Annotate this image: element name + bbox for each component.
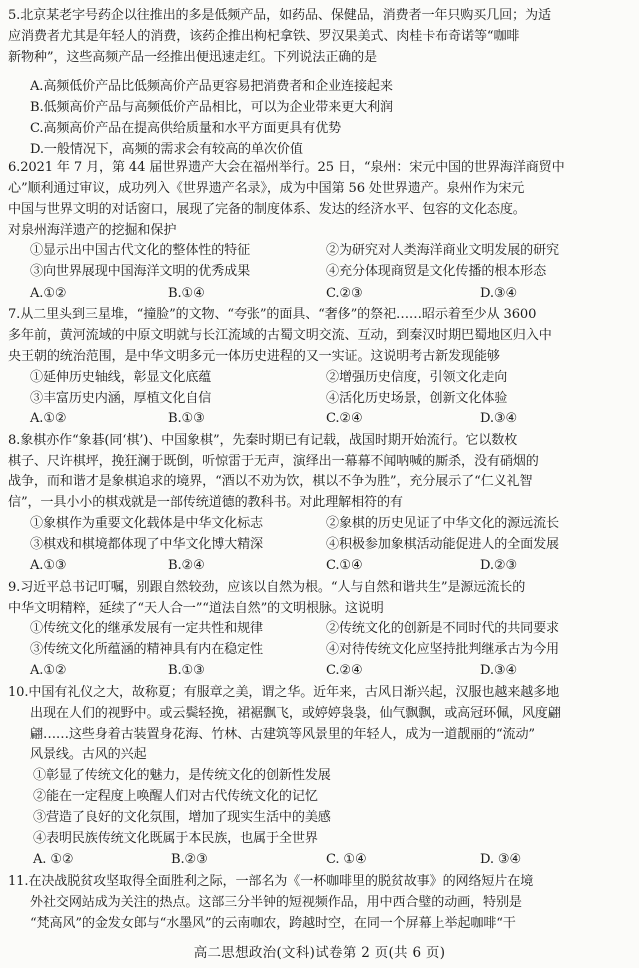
q5-option-c: C.高频高价产品在提高供给质量和水平方面更具有优势: [30, 121, 342, 136]
q6-stem-line-2: 心”顺利通过审议，成功列入《世界遗产名录》，成为中国第 56 处世界遗产。泉州作为宋元: [8, 181, 525, 196]
q10-stem-line-1: 10.中国有礼仪之大，故称夏；有服章之美，谓之华。近年来，古风日渐兴起，汉服也越来越多地: [8, 685, 560, 700]
q9-stem-line-2: 中华文明精粹，延续了“天人合一”“道法自然”的文明根脉。这说明: [8, 601, 384, 616]
q9-choice-d: D.③④: [480, 663, 518, 678]
q8-choices: [30, 556, 630, 575]
q9-item-4: ④对待传统文化应坚持批判继承古为今用: [326, 642, 559, 657]
q6-choice-b: B.①④: [168, 286, 205, 301]
q8-item-4: ④积极参加象棋活动能促进人的全面发展: [326, 537, 559, 552]
q7-stem-line-2: 多年前，黄河流域的中原文明就与长江流域的古蜀文明交流、互动，到秦汉时期巴蜀地区归入中: [8, 328, 552, 343]
q10-choices: [33, 850, 633, 869]
q7-stem-line-1: 7.从二里头到三星堆，“撞脸”的文物、“夸张”的面具、“奢侈”的祭祀……昭示着至少从 3600: [8, 307, 537, 322]
q6-choices: [30, 284, 630, 303]
q7-items-row-1: [30, 368, 630, 387]
q8-choice-d: D.②③: [480, 558, 518, 573]
q10-stem-line-2: 出现在人们的视野中。或云鬓轻挽，裙裾飘飞，或婷婷袅袅，仙气飘飘，或高冠环佩，风度翩: [30, 706, 561, 721]
q6-items-row-2: [30, 262, 630, 281]
q7-item-4: ④活化历史场景，创新文化体验: [326, 391, 508, 406]
q6-item-1: ①显示出中国古代文化的整体性的特征: [30, 243, 251, 258]
q10-item-4: ④表明民族传统文化既属于本民族，也属于全世界: [33, 831, 318, 846]
q6-choice-c: C.②③: [326, 286, 363, 301]
q7-choice-b: B.①③: [168, 411, 205, 426]
q8-stem-line-2: 棋子、尺许棋坪，挽狂澜于既倒，听惊雷于无声，演绎出一幕幕不闻呐喊的厮杀，没有硝烟的: [8, 454, 539, 469]
q11-stem-line-2: 外社交网站成为关注的热点。这部三分半钟的短视频作品，用中西合璧的动画，特别是: [30, 895, 522, 910]
page-footer: 高二思想政治(文科)试卷第 2 页(共 6 页): [193, 945, 446, 961]
q9-choice-a: A.①②: [30, 663, 67, 678]
q10-stem-line-3: 翩……这些身着古装置身花海、竹林、古建筑等风景里的年轻人，成为一道靓丽的“流动”: [30, 727, 535, 742]
q10-choice-d: D. ③④: [480, 852, 522, 867]
q9-choice-b: B.①③: [168, 663, 205, 678]
q7-items-row-2: [30, 389, 630, 408]
q10-choice-c: C. ①④: [326, 852, 367, 867]
q6-item-2: ②为研究对人类海洋商业文明发展的研究: [326, 243, 559, 258]
q10-item-3: ③营造了良好的文化氛围，增加了现实生活中的美感: [33, 810, 331, 825]
q5-option-a: A.高频低价产品比低频高价产品更容易把消费者和企业连接起来: [30, 79, 393, 94]
q8-item-1: ①象棋作为重要文化载体是中华文化标志: [30, 516, 263, 531]
q9-choices: [30, 661, 630, 680]
q10-choice-b: B.②③: [171, 852, 208, 867]
q9-items-row-1: [30, 619, 630, 638]
q11-stem-line-3: “梵高风”的金发女郎与“水墨风”的云南咖农，跨越时空，在同一个屏幕上举起咖啡“干: [30, 916, 516, 931]
q6-stem-line-3: 中国与世界文明的对话窗口，展现了完备的制度体系、发达的经济水平、包容的文化态度。: [8, 202, 526, 217]
q9-items-row-2: [30, 640, 630, 659]
q5-stem-line-3: 新物种”，这些高频产品一经推出便迅速走红。下列说法正确的是: [8, 50, 377, 65]
q7-choices: [30, 409, 630, 428]
q7-item-1: ①延伸历史轴线，彰显文化底蕴: [30, 370, 212, 385]
q8-stem-line-3: 战争，而和谐才是象棋追求的境界，“酒以不劝为饮，棋以不争为胜”，充分展示了“仁义礼智: [8, 474, 533, 489]
q10-choice-a: A. ①②: [33, 852, 74, 867]
q6-stem-line-1: 6.2021 年 7 月，第 44 届世界遗产大会在福州举行。25 日，“泉州：宋元中国的世界海洋商贸中: [8, 160, 565, 175]
q9-stem-line-1: 9.习近平总书记叮嘱，别跟自然较劲，应该以自然为根。“人与自然和谐共生”是源远流长的: [8, 580, 526, 595]
q7-item-2: ②增强历史信度，引领文化走向: [326, 370, 508, 385]
q5-stem-line-1: 5.北京某老字号药企以往推出的多是低频产品，如药品、保健品，消费者一年只购买几回；为适: [8, 8, 551, 23]
q9-item-3: ③传统文化所蕴涵的精神具有内在稳定性: [30, 642, 263, 657]
q9-choice-c: C.②④: [326, 663, 363, 678]
q6-item-4: ④充分体现商贸是文化传播的根本形态: [326, 264, 547, 279]
q9-item-1: ①传统文化的继承发展有一定共性和规律: [30, 621, 263, 636]
q7-choice-d: D.③④: [480, 411, 518, 426]
q6-items-row-1: [30, 241, 630, 260]
q8-items-row-1: [30, 514, 630, 533]
q10-item-2: ②能在一定程度上唤醒人们对古代传统文化的记忆: [33, 789, 318, 804]
q8-stem-line-1: 8.象棋亦作“象碁(同‘棋’)、中国象棋”，先秦时期已有记载，战国时期开始流行。它以数枚: [8, 433, 518, 448]
q8-items-row-2: [30, 535, 630, 554]
q10-stem-line-4: 风景线。古风的兴起: [30, 747, 147, 762]
q6-stem-line-4: 对泉州海洋遗产的挖掘和保护: [8, 223, 177, 238]
q8-choice-c: C.①④: [326, 558, 363, 573]
q5-option-b: B.低频高价产品与高频低价产品相比，可以为企业带来更大利润: [30, 100, 393, 115]
q7-item-3: ③丰富历史内涵，厚植文化自信: [30, 391, 212, 406]
q6-choice-d: D.③④: [480, 286, 518, 301]
q11-stem-line-1: 11.在决战脱贫攻坚取得全面胜利之际，一部名为《一杯咖啡里的脱贫故事》的网络短片在境: [8, 874, 534, 889]
q5-option-d: D.一般情况下，高频的需求会有较高的单次价值: [30, 142, 303, 157]
q6-choice-a: A.①②: [30, 286, 67, 301]
q7-stem-line-3: 央王朝的统治范围，是中华文明多元一体历史进程的又一实证。这说明考古新发现能够: [8, 349, 500, 364]
q7-choice-c: C.②④: [326, 411, 363, 426]
q10-item-1: ①彰显了传统文化的魅力，是传统文化的创新性发展: [33, 768, 331, 783]
q8-choice-b: B.②④: [168, 558, 205, 573]
q8-item-3: ③棋戏和棋境都体现了中华文化博大精深: [30, 537, 263, 552]
q7-choice-a: A.①②: [30, 411, 67, 426]
q9-item-2: ②传统文化的创新是不同时代的共同要求: [326, 621, 559, 636]
q6-item-3: ③向世界展现中国海洋文明的优秀成果: [30, 264, 251, 279]
q8-stem-line-4: 信”，一具小小的棋戏就是一部传统道德的教科书。对此理解相符的有: [8, 495, 403, 510]
q5-stem-line-2: 应消费者尤其是年轻人的消费，该药企推出枸杞拿铁、罗汉果美式、肉桂卡布奇诺等“咖啡: [8, 29, 520, 44]
q8-choice-a: A.①③: [30, 558, 67, 573]
q8-item-2: ②象棋的历史见证了中华文化的源远流长: [326, 516, 559, 531]
